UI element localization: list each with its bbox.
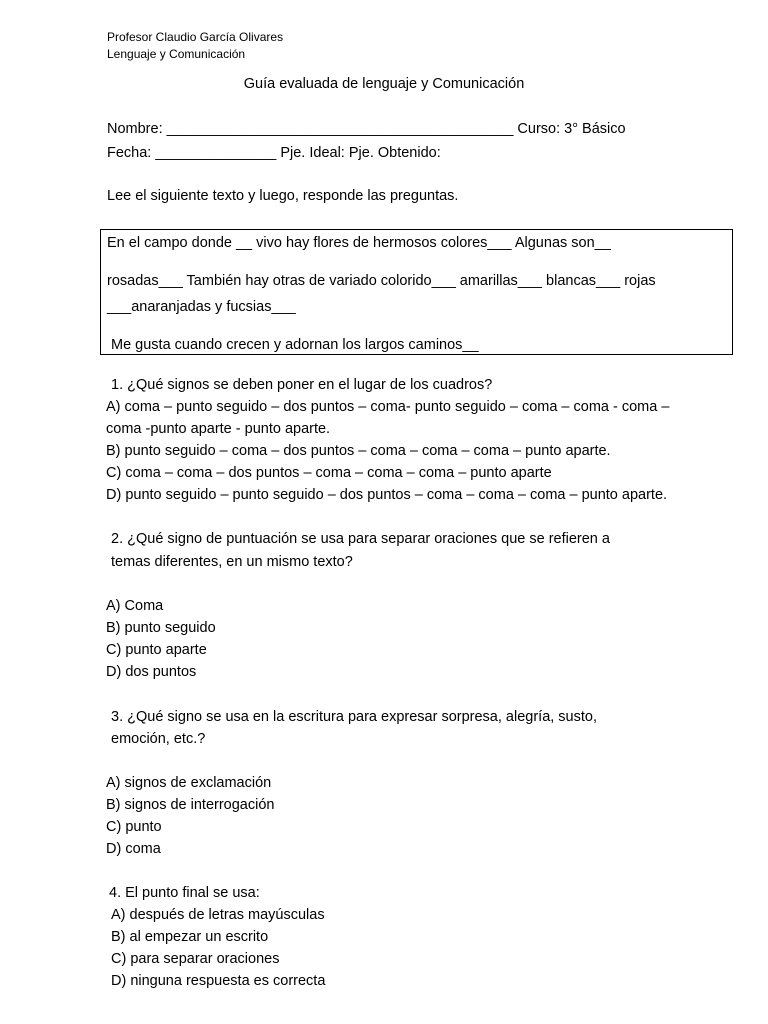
reading-text-box — [100, 229, 733, 355]
question-4-option-b: B) al empezar un escrito — [111, 929, 269, 945]
name-course-line: Nombre: ___________________________________________ Curso: 3° Básico — [107, 121, 626, 137]
teacher-name: Profesor Claudio García Olivares — [107, 30, 284, 44]
question-3-option-a: A) signos de exclamación — [106, 775, 272, 791]
question-1-option-c: C) coma – coma – dos puntos – coma – coma – coma – punto aparte — [106, 465, 552, 481]
text-line-2: rosadas___ También hay otras de variado colorido___ amarillas___ blancas___ rojas — [107, 273, 656, 289]
question-1-option-a-cont: coma -punto aparte - punto aparte. — [106, 421, 331, 437]
question-4-option-a: A) después de letras mayúsculas — [111, 907, 325, 923]
page-title: Guía evaluada de lenguaje y Comunicación — [243, 76, 525, 92]
question-2-option-b: B) punto seguido — [106, 620, 216, 636]
question-1-option-a: A) coma – punto seguido – dos puntos – coma- punto seguido – coma – coma - coma – — [106, 399, 670, 415]
question-3-option-d: D) coma — [106, 841, 161, 857]
question-2-prompt-cont: temas diferentes, en un mismo texto? — [111, 554, 353, 570]
question-1-option-d: D) punto seguido – punto seguido – dos puntos – coma – coma – coma – punto aparte. — [106, 487, 668, 503]
instruction: Lee el siguiente texto y luego, responde las preguntas. — [107, 188, 459, 204]
question-3-prompt: 3. ¿Qué signo se usa en la escritura para expresar sorpresa, alegría, susto, — [111, 709, 597, 725]
question-2-option-d: D) dos puntos — [106, 664, 197, 680]
text-line-4: Me gusta cuando crecen y adornan los largos caminos__ — [111, 337, 479, 353]
text-line-1: En el campo donde __ vivo hay flores de hermosos colores___ Algunas son__ — [107, 235, 611, 251]
question-3-option-c: C) punto — [106, 819, 162, 835]
question-4-option-c: C) para separar oraciones — [111, 951, 280, 967]
question-3-prompt-cont: emoción, etc.? — [111, 731, 206, 747]
question-2-option-a: A) Coma — [106, 598, 164, 614]
question-4-prompt: 4. El punto final se usa: — [109, 885, 260, 901]
question-3-option-b: B) signos de interrogación — [106, 797, 275, 813]
date-score-line: Fecha: _______________ Pje. Ideal: Pje. Obtenido: — [107, 145, 441, 161]
question-2-option-c: C) punto aparte — [106, 642, 207, 658]
subject-name: Lenguaje y Comunicación — [107, 47, 246, 61]
text-line-3: ___anaranjadas y fucsias___ — [107, 299, 296, 315]
question-1-prompt: 1. ¿Qué signos se deben poner en el lugar de los cuadros? — [111, 377, 493, 393]
question-2-prompt: 2. ¿Qué signo de puntuación se usa para separar oraciones que se refieren a — [111, 531, 610, 547]
question-1-option-b: B) punto seguido – coma – dos puntos – coma – coma – coma – punto aparte. — [106, 443, 611, 459]
question-4-option-d: D) ninguna respuesta es correcta — [111, 973, 326, 989]
